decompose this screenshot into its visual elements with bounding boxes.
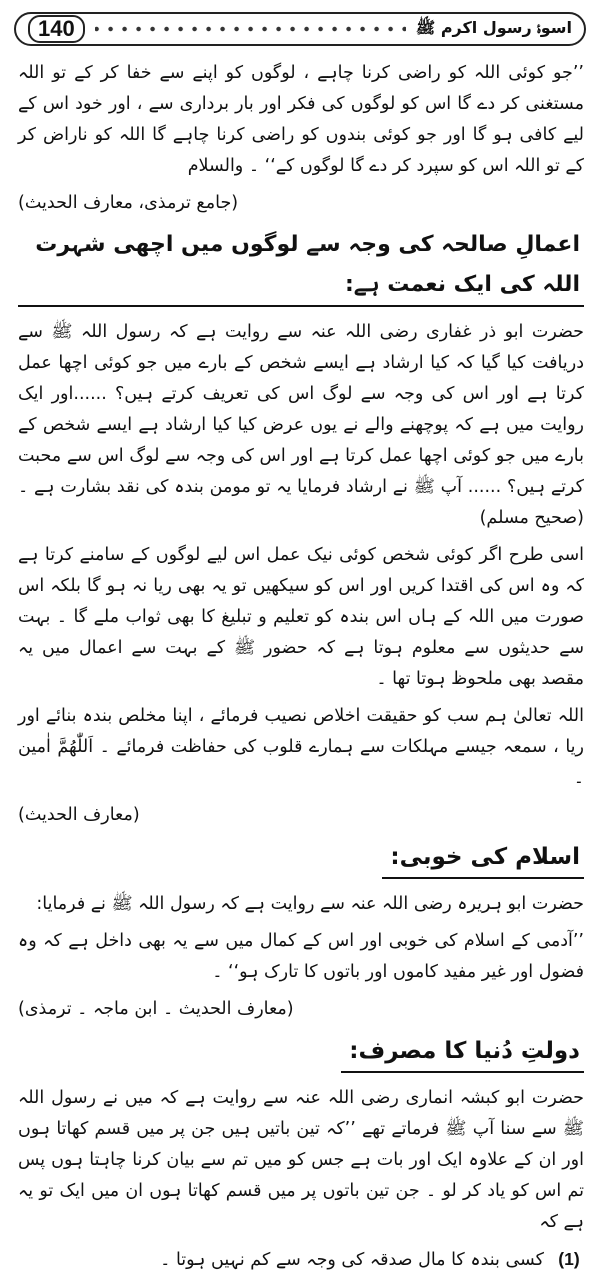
citation: (معارف الحدیث) <box>18 805 140 825</box>
section-heading: دولتِ دُنیا کا مصرف: <box>341 1031 584 1073</box>
paragraph: حضرت ابو ذر غفاری رضی اللہ عنہ سے روایت ہے کہ رسول اللہ ﷺ سے دریافت کیا گیا کہ کیا ارشاد ہے ایسے شخص کے بارے میں جو کوئی اچھا عمل کرتا ہے اور اس کی وجہ سے لوگ اس کی تعریف کرتے ہیں؟ ......اور ایک روایت میں ہے کہ پوچھنے والے نے یوں عرض کیا کیا ارشاد ہے ایسے شخص کے بارے میں جو کوئی اچھا عمل کرتا ہے اور اس کی وجہ سے لوگ اس سے محبت کرتے ہیں؟ ...... آپ ﷺ نے ارشاد فرمایا یہ تو مومن بندہ کی نقد بشارت ہے ۔ (صحیح مسلم) <box>18 322 584 528</box>
header-ornament <box>95 23 406 35</box>
section-heading: اعمالِ صالحہ کی وجہ سے لوگوں میں اچھی شہرت اللہ کی ایک نعمت ہے: <box>18 225 584 307</box>
paragraph: ’’جو کوئی اللہ کو راضی کرنا چاہے ، لوگوں کو اپنے سے خفا کر کے تو اللہ مستغنی کر دے گا اس کو لوگوں کی فکر اور بار برداری سے ، اور خود اس کے لیے کافی ہو گا اور جو کوئی بندوں کو راضی کرنا چاہے گا اللہ کو ناراض کر کے تو اللہ اس کو سپرد کر دے گا لوگوں کے‘‘ ۔ والسلام <box>18 63 584 176</box>
running-title: اسوۂ رسول اکرم ﷺ <box>415 17 572 37</box>
citation: (جامع ترمذی، معارف الحدیث) <box>18 193 239 213</box>
paragraph: حضرت ابو ہریرہ رضی اللہ عنہ سے روایت ہے کہ رسول اللہ ﷺ نے فرمایا: <box>36 894 584 914</box>
section-heading-wrap <box>18 837 584 879</box>
list-number: (1) <box>558 1249 580 1269</box>
paragraph: اسی طرح اگر کوئی شخص کوئی نیک عمل اس لیے لوگوں کے سامنے کرتا ہے کہ وہ اس کی اقتدا کریں اور اس کو سیکھیں تو یہ بھی ریا نہ ہو گا بلکہ اس صورت میں اللہ کے ہاں اس بندہ کو تعلیم و تبلیغ کا بھی ثواب ملے گا ۔ بہت سے حدیثوں سے معلوم ہوتا ہے کہ حضور ﷺ کے بہت سے اعمال میں یہ مقصد بھی ملحوظ ہوتا تھا ۔ <box>18 545 584 689</box>
page-header <box>14 12 586 46</box>
paragraph: حضرت ابو کبشہ انماری رضی اللہ عنہ سے روایت ہے کہ میں نے رسول اللہ ﷺ سے سنا آپ ﷺ فرماتے تھے ’’کہ تین باتیں ہیں جن پر میں قسم کھاتا ہوں اور ان کے علاوہ ایک اور بات ہے جس کو میں تم سے بیان کرنا چاہتا ہوں پس تم اس کو یاد کر لو ۔ جن تین باتوں پر میں قسم کھاتا ہوں ان میں ایک تو یہ ہے کہ <box>18 1088 584 1232</box>
page-number: 140 <box>28 15 85 43</box>
citation: (معارف الحدیث ۔ ابن ماجہ ۔ ترمذی) <box>18 999 294 1019</box>
list-text: کسی بندہ کا مال صدقہ کی وجہ سے کم نہیں ہوتا ۔ <box>160 1250 544 1270</box>
page-body <box>18 58 584 1276</box>
paragraph: ’’آدمی کے اسلام کی خوبی اور اس کے کمال میں سے یہ بھی داخل ہے کہ وہ فضول اور غیر مفید کاموں اور باتوں کا تارک ہو‘‘ ۔ <box>18 931 584 982</box>
section-heading-wrap <box>18 225 584 307</box>
list-item <box>18 1244 584 1276</box>
section-heading: اسلام کی خوبی: <box>382 837 584 879</box>
section-heading-wrap <box>18 1031 584 1073</box>
paragraph: اللہ تعالیٰ ہم سب کو حقیقت اخلاص نصیب فرمائے ، اپنا مخلص بندہ بنائے اور ریا ، سمعہ جیسے مہلکات سے ہمارے قلوب کی حفاظت فرمائے ۔ اَللّٰھُمَّ اٰمین ۔ <box>18 706 584 788</box>
